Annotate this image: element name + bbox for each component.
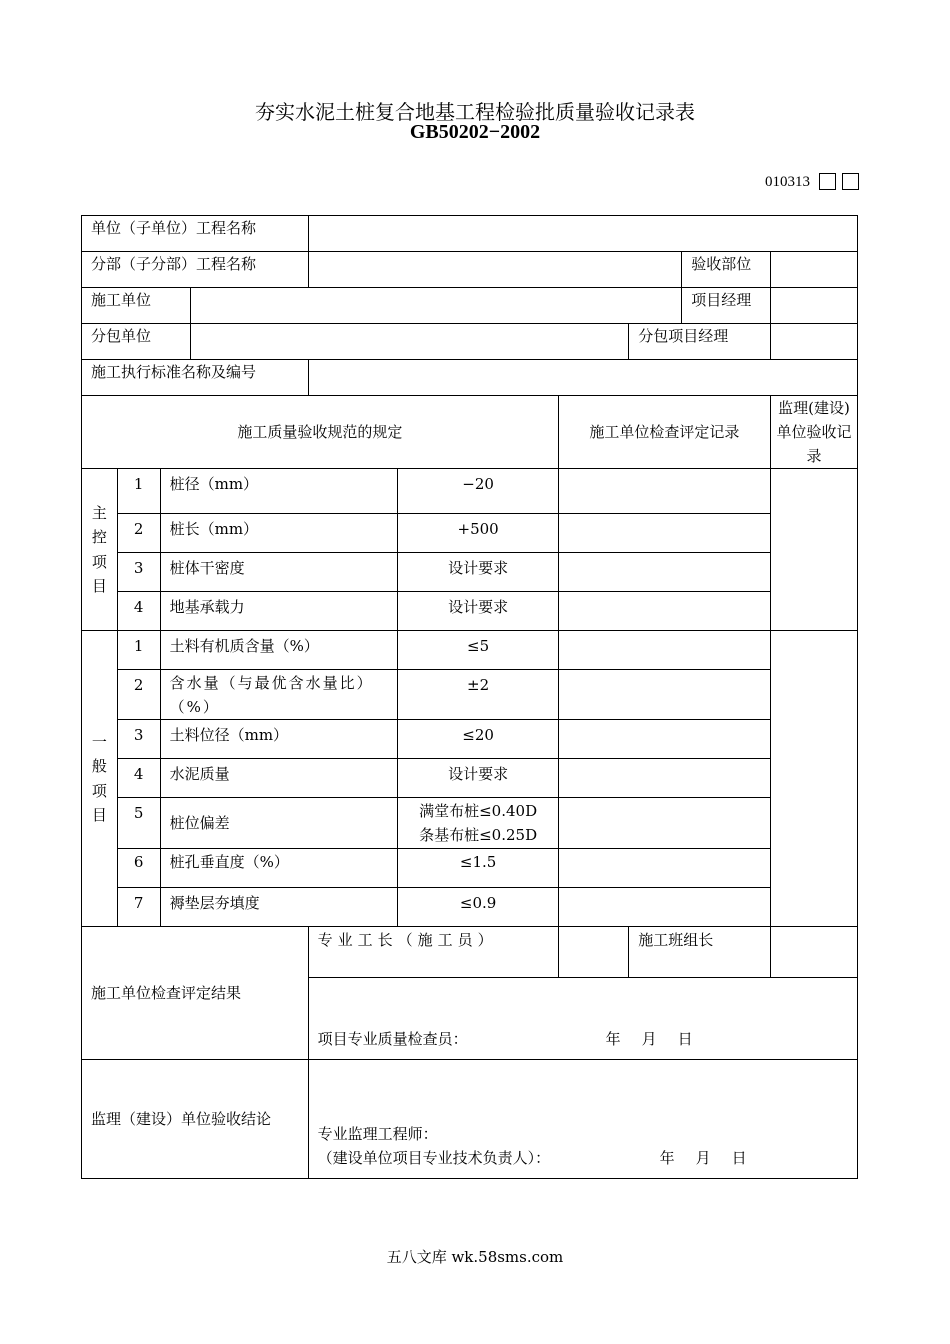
footer-watermark: 五八文库 wk.58sms.com	[386, 1248, 564, 1266]
item-no: 3	[117, 720, 160, 759]
general-items-label: 一般项目	[82, 631, 118, 927]
inspection-table	[81, 215, 858, 1179]
conclusion-sign-area[interactable]	[308, 1060, 857, 1179]
form-code: 010313	[765, 174, 810, 190]
item-name: 桩径（mm）	[160, 469, 398, 514]
form-code-box-1[interactable]	[819, 173, 836, 190]
subcontract-unit-label: 分包单位	[82, 324, 191, 360]
item-no: 2	[117, 670, 160, 720]
unit-project-name-field[interactable]	[308, 216, 857, 252]
standard-name-label: 施工执行标准名称及编号	[82, 360, 309, 396]
result-date: 年 月 日	[605, 1030, 696, 1048]
form-code-box-2[interactable]	[842, 173, 859, 190]
check-record-cell[interactable]	[558, 592, 770, 631]
check-record-cell[interactable]	[558, 798, 770, 849]
check-record-cell[interactable]	[558, 720, 770, 759]
item-value: ≤1.5	[398, 849, 558, 888]
item-value: +500	[398, 514, 558, 553]
item-name: 土料位径（mm）	[160, 720, 398, 759]
item-name: 含水量（与最优含水量比）（%）	[160, 670, 398, 720]
foreman-field[interactable]	[558, 927, 628, 978]
project-manager-field[interactable]	[771, 288, 858, 324]
construction-unit-field[interactable]	[191, 288, 682, 324]
item-value	[398, 798, 558, 849]
item-value: 设计要求	[398, 759, 558, 798]
supervision-record-column-header: 监理(建设)单位验收记录	[771, 396, 858, 469]
conclusion-label: 监理（建设）单位验收结论	[82, 1060, 309, 1179]
item-name: 桩长（mm）	[160, 514, 398, 553]
check-record-cell[interactable]	[558, 553, 770, 592]
subcontract-unit-field[interactable]	[191, 324, 629, 360]
value-line-1: 满堂布桩≤0.40D	[419, 802, 538, 820]
team-leader-field[interactable]	[771, 927, 858, 978]
item-no: 1	[117, 631, 160, 670]
item-value: ≤20	[398, 720, 558, 759]
supervision-record-cell[interactable]	[771, 631, 858, 927]
check-record-cell[interactable]	[558, 888, 770, 927]
check-record-cell[interactable]	[558, 849, 770, 888]
item-no: 4	[117, 592, 160, 631]
check-record-cell[interactable]	[558, 759, 770, 798]
item-value: ≤0.9	[398, 888, 558, 927]
page-title: 夯实水泥土桩复合地基工程检验批质量验收记录表	[255, 100, 695, 124]
sub-project-name-field[interactable]	[308, 252, 682, 288]
item-name: 水泥质量	[160, 759, 398, 798]
item-value: ≤5	[398, 631, 558, 670]
standard-code: GB50202−2002	[409, 121, 541, 143]
item-no: 2	[117, 514, 160, 553]
item-name: 褥垫层夯填度	[160, 888, 398, 927]
item-value: −20	[398, 469, 558, 514]
owner-rep-label: （建设单位项目专业技术负责人）：	[317, 1149, 551, 1167]
item-name: 桩孔垂直度（%）	[160, 849, 398, 888]
foreman-label: 专业工长（施工员）	[308, 927, 558, 978]
supervision-record-cell[interactable]	[771, 469, 858, 631]
check-record-cell[interactable]	[558, 514, 770, 553]
item-name: 土料有机质含量（%）	[160, 631, 398, 670]
item-no: 1	[117, 469, 160, 514]
standard-name-field[interactable]	[308, 360, 857, 396]
result-label: 施工单位检查评定结果	[82, 927, 309, 1060]
check-record-cell[interactable]	[558, 670, 770, 720]
item-no: 5	[117, 798, 160, 849]
check-record-column-header: 施工单位检查评定记录	[558, 396, 770, 469]
item-no: 6	[117, 849, 160, 888]
acceptance-part-field[interactable]	[771, 252, 858, 288]
item-no: 3	[117, 553, 160, 592]
item-no: 4	[117, 759, 160, 798]
unit-project-name-label: 单位（子单位）工程名称	[82, 216, 309, 252]
value-line-2: 条基布桩≤0.25D	[419, 826, 538, 844]
check-record-cell[interactable]	[558, 631, 770, 670]
project-manager-label: 项目经理	[682, 288, 771, 324]
inspector-label: 项目专业质量检查员：	[317, 1030, 468, 1048]
main-items-label: 主控项目	[82, 469, 118, 631]
sub-project-name-label: 分部（子分部）工程名称	[82, 252, 309, 288]
item-value: ±2	[398, 670, 558, 720]
item-value: 设计要求	[398, 592, 558, 631]
acceptance-part-label: 验收部位	[682, 252, 771, 288]
item-value: 设计要求	[398, 553, 558, 592]
team-leader-label: 施工班组长	[629, 927, 771, 978]
item-no: 7	[117, 888, 160, 927]
result-sign-area[interactable]	[308, 978, 857, 1060]
construction-unit-label: 施工单位	[82, 288, 191, 324]
engineer-label: 专业监理工程师：	[317, 1125, 438, 1143]
item-name: 桩体干密度	[160, 553, 398, 592]
spec-column-header: 施工质量验收规范的规定	[82, 396, 559, 469]
conclusion-date: 年 月 日	[659, 1149, 750, 1167]
subcontract-manager-field[interactable]	[771, 324, 858, 360]
item-name: 桩位偏差	[160, 798, 398, 849]
item-name: 地基承载力	[160, 592, 398, 631]
subcontract-manager-label: 分包项目经理	[629, 324, 771, 360]
check-record-cell[interactable]	[558, 469, 770, 514]
